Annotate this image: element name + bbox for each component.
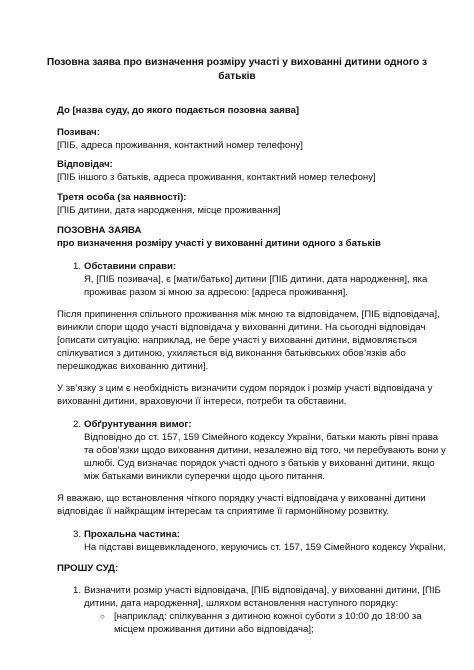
section-2-line: Відповідно до ст. 157, 159 Сімейного кодексу України, батьки мають рівні права	[84, 432, 439, 443]
paragraph-1-line: [описати ситуацію: наприклад, не бере участі у вихованні дитини, відмовляється	[57, 335, 417, 346]
paragraph-1-line: виникли спори щодо участі відповідача у вихованні дитини. На сьогодні відповідач	[57, 322, 426, 333]
section-2-line: шлюбі. Суд визначає порядок участі одного з батьків у вихованні дитини, якщо	[84, 458, 435, 469]
claim-subheading: про визначення розміру участі у вихованні дитини одного з батьків	[57, 238, 381, 249]
section-2-title: Обґрунтування вимог:	[84, 419, 192, 430]
section-3-number: 3.	[73, 529, 82, 540]
section-1-title: Обставини справи:	[84, 261, 177, 272]
claim-heading: ПОЗОВНА ЗАЯВА	[57, 225, 142, 236]
defendant-text: [ПІБ іншого з батьків, адреса проживання, контактний номер телефону]	[57, 172, 376, 183]
paragraph-3-line: відповідає її найкращим інтересам та сприятиме її гармонійному розвитку.	[57, 506, 390, 517]
section-1-number: 1.	[73, 261, 82, 272]
defendant-label: Відповідач:	[57, 159, 113, 170]
third-party-label: Третя особа (за наявності):	[57, 192, 187, 203]
section-2-number: 2.	[73, 419, 82, 430]
paragraph-2-line: У зв’язку з цим є необхідність визначити судом порядок і розмір участі відповідача у	[57, 383, 433, 394]
bullet-icon: ○	[100, 612, 105, 621]
section-2-line: між батьками виникли суперечки щодо цього питання.	[84, 471, 325, 482]
request-1-line: Визначити розмір участі відповідача, [ПІБ відповідача], у вихованні дитини, [ПІБ	[84, 585, 441, 596]
request-heading: ПРОШУ СУД:	[57, 563, 119, 574]
paragraph-1-line: спілкуватися з дитиною, ухиляється від виконання батьківських обов’язків або	[57, 348, 406, 359]
section-1-line: проживає разом зі мною за адресою: [адреса проживання].	[84, 287, 348, 298]
request-1-line: дитини, дата народження], шляхом встановлення наступного порядку:	[84, 598, 399, 609]
section-3-title: Прохальна частина:	[84, 529, 180, 540]
document-title-line-2: батьків	[218, 71, 256, 82]
request-1-bullet-line: [наприклад: спілкування з дитиною кожної суботи з 10:00 до 18:00 за	[114, 611, 422, 622]
plaintiff-text: [ПІБ, адреса проживання, контактний номер телефону]	[57, 140, 303, 151]
paragraph-1-line: Після припинення спільного проживання між мною та відповідачем, [ПІБ відповідача],	[57, 309, 440, 320]
third-party-text: [ПІБ дитини, дата народження, місце проживання]	[57, 205, 281, 216]
section-1-line: Я, [ПІБ позивача], є [мати/батько] дитини [ПІБ дитини, дата народження], яка	[84, 274, 428, 285]
document-title-line-1: Позовна заява про визначення розміру участі у вихованні дитини одного з	[46, 57, 428, 68]
paragraph-1-line: перешкоджає вихованню дитини].	[57, 361, 209, 372]
paragraph-3-line: Я вважаю, що встановлення чіткого порядку участі відповідача у вихованні дитини	[57, 493, 426, 504]
section-2-line: та обов’язки щодо виховання дитини, незалежно від того, чи перебувають вони у	[84, 445, 446, 456]
request-1-bullet-line: місцем проживання дитини або відповідача];	[114, 624, 314, 635]
plaintiff-label: Позивач:	[57, 127, 100, 138]
request-1-number: 1.	[73, 585, 82, 596]
section-3-line: На підставі вищевикладеного, керуючись ст. 157, 159 Сімейного кодексу України,	[84, 542, 446, 553]
court-line: До [назва суду, до якого подається позовна заява]	[57, 105, 300, 116]
paragraph-2-line: вихованні дитини, враховуючи її інтереси, потреби та обставини.	[57, 396, 347, 407]
